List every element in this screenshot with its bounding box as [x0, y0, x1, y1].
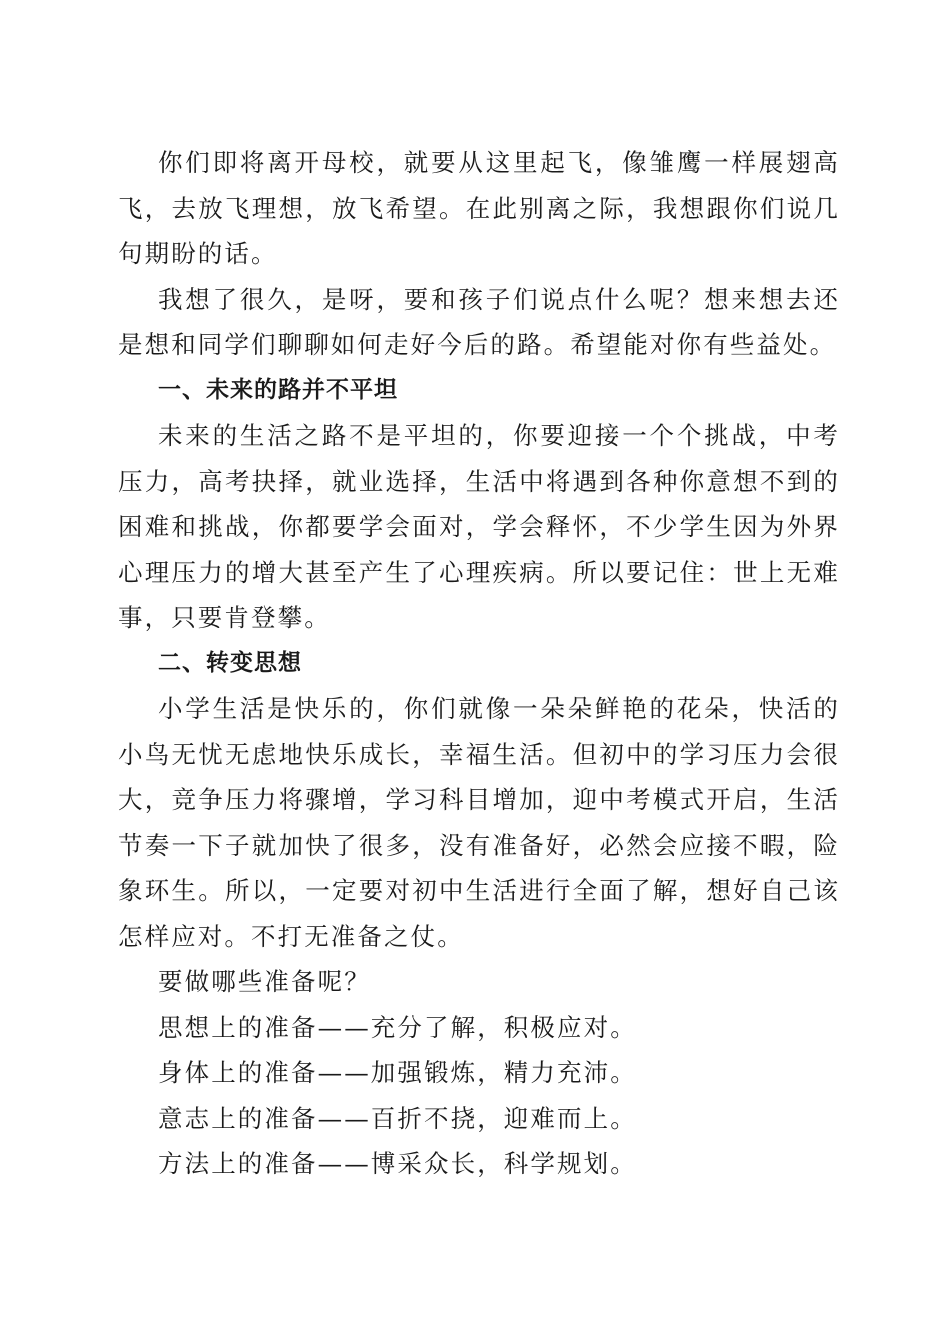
list-item-physical-prep: 身体上的准备——加强锻炼，精力充沛。 [158, 1058, 637, 1087]
paragraph-change-thinking: 小学生活是快乐的，你们就像一朵朵鲜艳的花朵，快活的小鸟无忧无虑地快乐成长，幸福生活。但初中的学习压力会很大，竞争压力将骤增，学习科目增加，迎中考模式开启，生活节奏一下子就加快了很多，没有准备好，必然会应接不暇，险象环生。所以，一定要对初中生活进行全面了解，想好自己该怎样应对。不打无准备之仗。 [118, 694, 840, 951]
heading-future-road: 一、未来的路并不平坦 [158, 376, 398, 403]
list-item-mental-prep: 思想上的准备——充分了解，积极应对。 [158, 1012, 637, 1042]
paragraph-future-road: 未来的生活之路不是平坦的，你要迎接一个个挑战，中考压力，高考抉择，就业选择，生活中将遇到各种你意想不到的困难和挑战，你都要学会面对，学会释怀，不少学生因为外界心理压力的增大甚至产生了心理疾病。所以要记住：世上无难事，只要肯登攀。 [118, 421, 840, 632]
list-item-method-prep: 方法上的准备——博采众长，科学规划。 [158, 1149, 637, 1178]
paragraph-intro: 我想了很久，是呀，要和孩子们说点什么呢？想来想去还是想和同学们聊聊如何走好今后的路。希望能对你有些益处。 [118, 284, 840, 359]
document-page [118, 140, 840, 1187]
heading-change-thinking: 二、转变思想 [158, 649, 302, 676]
paragraph-preparation-question: 要做哪些准备呢？ [158, 967, 371, 996]
paragraph-farewell: 你们即将离开母校，就要从这里起飞，像雏鹰一样展翅高飞，去放飞理想，放飞希望。在此别离之际，我想跟你们说几句期盼的话。 [118, 148, 840, 268]
list-item-will-prep: 意志上的准备——百折不挠，迎难而上。 [158, 1103, 637, 1133]
